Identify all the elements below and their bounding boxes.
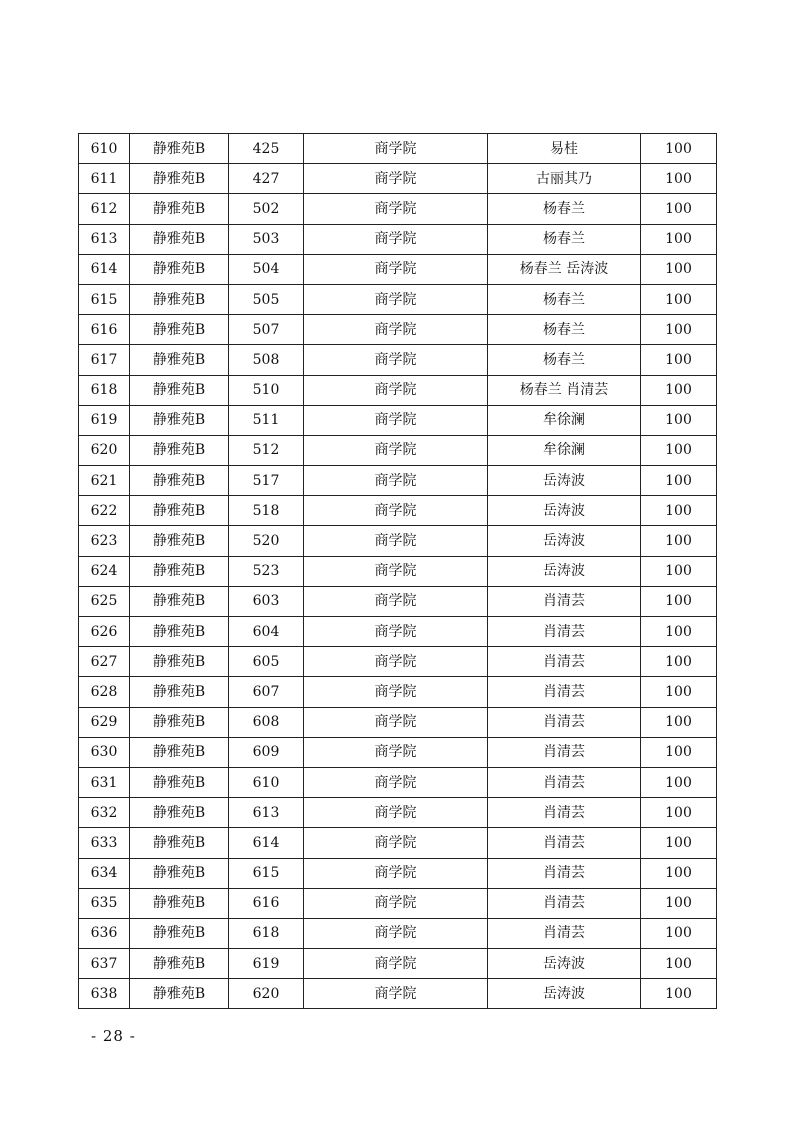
score-cell: 100 bbox=[641, 858, 717, 888]
row-number-cell: 611 bbox=[79, 164, 130, 194]
counselor-cell: 易桂 bbox=[488, 134, 641, 164]
counselor-cell: 牟徐澜 bbox=[488, 435, 641, 465]
score-cell: 100 bbox=[641, 888, 717, 918]
room-cell: 609 bbox=[229, 737, 304, 767]
score-cell: 100 bbox=[641, 405, 717, 435]
counselor-cell: 杨春兰 bbox=[488, 284, 641, 314]
table-row bbox=[79, 556, 717, 586]
row-number-cell: 624 bbox=[79, 556, 130, 586]
room-cell: 505 bbox=[229, 284, 304, 314]
counselor-cell: 岳涛波 bbox=[488, 466, 641, 496]
college-cell: 商学院 bbox=[304, 647, 488, 677]
room-cell: 510 bbox=[229, 375, 304, 405]
row-number-cell: 615 bbox=[79, 284, 130, 314]
college-cell: 商学院 bbox=[304, 496, 488, 526]
table-row bbox=[79, 979, 717, 1009]
counselor-cell: 岳涛波 bbox=[488, 556, 641, 586]
building-cell: 静雅苑B bbox=[130, 767, 229, 797]
room-cell: 620 bbox=[229, 979, 304, 1009]
score-cell: 100 bbox=[641, 194, 717, 224]
building-cell: 静雅苑B bbox=[130, 979, 229, 1009]
building-cell: 静雅苑B bbox=[130, 315, 229, 345]
college-cell: 商学院 bbox=[304, 949, 488, 979]
college-cell: 商学院 bbox=[304, 918, 488, 948]
row-number-cell: 625 bbox=[79, 586, 130, 616]
row-number-cell: 619 bbox=[79, 405, 130, 435]
counselor-cell: 肖清芸 bbox=[488, 767, 641, 797]
row-number-cell: 629 bbox=[79, 707, 130, 737]
score-cell: 100 bbox=[641, 435, 717, 465]
college-cell: 商学院 bbox=[304, 979, 488, 1009]
building-cell: 静雅苑B bbox=[130, 405, 229, 435]
counselor-cell: 牟徐澜 bbox=[488, 405, 641, 435]
room-cell: 502 bbox=[229, 194, 304, 224]
building-cell: 静雅苑B bbox=[130, 617, 229, 647]
counselor-cell: 杨春兰 bbox=[488, 194, 641, 224]
room-cell: 614 bbox=[229, 828, 304, 858]
room-cell: 503 bbox=[229, 224, 304, 254]
row-number-cell: 630 bbox=[79, 737, 130, 767]
counselor-cell: 杨春兰 bbox=[488, 315, 641, 345]
row-number-cell: 637 bbox=[79, 949, 130, 979]
counselor-cell: 肖清芸 bbox=[488, 647, 641, 677]
table-row bbox=[79, 858, 717, 888]
table-row bbox=[79, 828, 717, 858]
counselor-cell: 肖清芸 bbox=[488, 586, 641, 616]
college-cell: 商学院 bbox=[304, 767, 488, 797]
table-row bbox=[79, 949, 717, 979]
score-cell: 100 bbox=[641, 526, 717, 556]
room-cell: 610 bbox=[229, 767, 304, 797]
table-row bbox=[79, 164, 717, 194]
building-cell: 静雅苑B bbox=[130, 949, 229, 979]
room-cell: 615 bbox=[229, 858, 304, 888]
row-number-cell: 618 bbox=[79, 375, 130, 405]
table-row bbox=[79, 737, 717, 767]
room-cell: 604 bbox=[229, 617, 304, 647]
building-cell: 静雅苑B bbox=[130, 798, 229, 828]
table-row bbox=[79, 315, 717, 345]
room-cell: 613 bbox=[229, 798, 304, 828]
room-cell: 425 bbox=[229, 134, 304, 164]
score-cell: 100 bbox=[641, 798, 717, 828]
building-cell: 静雅苑B bbox=[130, 345, 229, 375]
table-row bbox=[79, 617, 717, 647]
room-cell: 517 bbox=[229, 466, 304, 496]
building-cell: 静雅苑B bbox=[130, 677, 229, 707]
college-cell: 商学院 bbox=[304, 617, 488, 647]
college-cell: 商学院 bbox=[304, 677, 488, 707]
building-cell: 静雅苑B bbox=[130, 194, 229, 224]
row-number-cell: 633 bbox=[79, 828, 130, 858]
room-cell: 618 bbox=[229, 918, 304, 948]
row-number-cell: 616 bbox=[79, 315, 130, 345]
building-cell: 静雅苑B bbox=[130, 466, 229, 496]
counselor-cell: 肖清芸 bbox=[488, 617, 641, 647]
score-cell: 100 bbox=[641, 466, 717, 496]
college-cell: 商学院 bbox=[304, 315, 488, 345]
row-number-cell: 622 bbox=[79, 496, 130, 526]
score-cell: 100 bbox=[641, 224, 717, 254]
building-cell: 静雅苑B bbox=[130, 496, 229, 526]
room-cell: 511 bbox=[229, 405, 304, 435]
counselor-cell: 肖清芸 bbox=[488, 888, 641, 918]
room-cell: 608 bbox=[229, 707, 304, 737]
counselor-cell: 肖清芸 bbox=[488, 798, 641, 828]
building-cell: 静雅苑B bbox=[130, 134, 229, 164]
table-row bbox=[79, 134, 717, 164]
table-row bbox=[79, 888, 717, 918]
table-row bbox=[79, 496, 717, 526]
building-cell: 静雅苑B bbox=[130, 254, 229, 284]
building-cell: 静雅苑B bbox=[130, 375, 229, 405]
college-cell: 商学院 bbox=[304, 586, 488, 616]
row-number-cell: 635 bbox=[79, 888, 130, 918]
room-cell: 603 bbox=[229, 586, 304, 616]
score-cell: 100 bbox=[641, 617, 717, 647]
counselor-cell: 岳涛波 bbox=[488, 949, 641, 979]
building-cell: 静雅苑B bbox=[130, 586, 229, 616]
table-row bbox=[79, 767, 717, 797]
college-cell: 商学院 bbox=[304, 556, 488, 586]
building-cell: 静雅苑B bbox=[130, 888, 229, 918]
row-number-cell: 614 bbox=[79, 254, 130, 284]
room-cell: 518 bbox=[229, 496, 304, 526]
building-cell: 静雅苑B bbox=[130, 435, 229, 465]
score-cell: 100 bbox=[641, 254, 717, 284]
score-cell: 100 bbox=[641, 345, 717, 375]
counselor-cell: 古丽其乃 bbox=[488, 164, 641, 194]
room-cell: 520 bbox=[229, 526, 304, 556]
building-cell: 静雅苑B bbox=[130, 737, 229, 767]
college-cell: 商学院 bbox=[304, 798, 488, 828]
counselor-cell: 肖清芸 bbox=[488, 918, 641, 948]
counselor-cell: 杨春兰 bbox=[488, 345, 641, 375]
room-cell: 508 bbox=[229, 345, 304, 375]
score-cell: 100 bbox=[641, 134, 717, 164]
room-cell: 619 bbox=[229, 949, 304, 979]
score-cell: 100 bbox=[641, 586, 717, 616]
room-cell: 507 bbox=[229, 315, 304, 345]
college-cell: 商学院 bbox=[304, 375, 488, 405]
row-number-cell: 617 bbox=[79, 345, 130, 375]
building-cell: 静雅苑B bbox=[130, 556, 229, 586]
score-cell: 100 bbox=[641, 375, 717, 405]
page-number: - 28 - bbox=[91, 1027, 136, 1045]
counselor-cell: 岳涛波 bbox=[488, 496, 641, 526]
table-row bbox=[79, 526, 717, 556]
counselor-cell: 肖清芸 bbox=[488, 737, 641, 767]
building-cell: 静雅苑B bbox=[130, 918, 229, 948]
college-cell: 商学院 bbox=[304, 828, 488, 858]
college-cell: 商学院 bbox=[304, 466, 488, 496]
table-row bbox=[79, 918, 717, 948]
college-cell: 商学院 bbox=[304, 435, 488, 465]
counselor-cell: 岳涛波 bbox=[488, 526, 641, 556]
building-cell: 静雅苑B bbox=[130, 224, 229, 254]
college-cell: 商学院 bbox=[304, 858, 488, 888]
table-row bbox=[79, 194, 717, 224]
score-cell: 100 bbox=[641, 677, 717, 707]
college-cell: 商学院 bbox=[304, 737, 488, 767]
room-cell: 512 bbox=[229, 435, 304, 465]
row-number-cell: 623 bbox=[79, 526, 130, 556]
score-cell: 100 bbox=[641, 979, 717, 1009]
room-cell: 504 bbox=[229, 254, 304, 284]
table-row bbox=[79, 375, 717, 405]
college-cell: 商学院 bbox=[304, 888, 488, 918]
college-cell: 商学院 bbox=[304, 345, 488, 375]
table-row bbox=[79, 586, 717, 616]
college-cell: 商学院 bbox=[304, 164, 488, 194]
score-cell: 100 bbox=[641, 284, 717, 314]
counselor-cell: 杨春兰 bbox=[488, 224, 641, 254]
score-cell: 100 bbox=[641, 737, 717, 767]
score-cell: 100 bbox=[641, 556, 717, 586]
row-number-cell: 627 bbox=[79, 647, 130, 677]
counselor-cell: 肖清芸 bbox=[488, 707, 641, 737]
row-number-cell: 632 bbox=[79, 798, 130, 828]
table-row bbox=[79, 405, 717, 435]
counselor-cell: 肖清芸 bbox=[488, 677, 641, 707]
score-cell: 100 bbox=[641, 949, 717, 979]
building-cell: 静雅苑B bbox=[130, 858, 229, 888]
row-number-cell: 621 bbox=[79, 466, 130, 496]
row-number-cell: 634 bbox=[79, 858, 130, 888]
table-body bbox=[79, 134, 717, 1009]
row-number-cell: 626 bbox=[79, 617, 130, 647]
dormitory-score-table bbox=[78, 133, 717, 1009]
score-cell: 100 bbox=[641, 647, 717, 677]
row-number-cell: 620 bbox=[79, 435, 130, 465]
college-cell: 商学院 bbox=[304, 224, 488, 254]
building-cell: 静雅苑B bbox=[130, 707, 229, 737]
score-cell: 100 bbox=[641, 164, 717, 194]
table-row bbox=[79, 284, 717, 314]
counselor-cell: 杨春兰 肖清芸 bbox=[488, 375, 641, 405]
row-number-cell: 610 bbox=[79, 134, 130, 164]
row-number-cell: 628 bbox=[79, 677, 130, 707]
college-cell: 商学院 bbox=[304, 526, 488, 556]
score-cell: 100 bbox=[641, 828, 717, 858]
college-cell: 商学院 bbox=[304, 134, 488, 164]
row-number-cell: 612 bbox=[79, 194, 130, 224]
building-cell: 静雅苑B bbox=[130, 828, 229, 858]
table-row bbox=[79, 798, 717, 828]
table-row bbox=[79, 466, 717, 496]
college-cell: 商学院 bbox=[304, 254, 488, 284]
score-cell: 100 bbox=[641, 496, 717, 526]
building-cell: 静雅苑B bbox=[130, 526, 229, 556]
table-row bbox=[79, 435, 717, 465]
building-cell: 静雅苑B bbox=[130, 284, 229, 314]
table-row bbox=[79, 254, 717, 284]
row-number-cell: 638 bbox=[79, 979, 130, 1009]
college-cell: 商学院 bbox=[304, 194, 488, 224]
table-row bbox=[79, 345, 717, 375]
room-cell: 605 bbox=[229, 647, 304, 677]
table-row bbox=[79, 224, 717, 254]
score-cell: 100 bbox=[641, 918, 717, 948]
building-cell: 静雅苑B bbox=[130, 647, 229, 677]
room-cell: 427 bbox=[229, 164, 304, 194]
room-cell: 523 bbox=[229, 556, 304, 586]
table-row bbox=[79, 707, 717, 737]
table-row bbox=[79, 677, 717, 707]
room-cell: 607 bbox=[229, 677, 304, 707]
score-cell: 100 bbox=[641, 707, 717, 737]
counselor-cell: 肖清芸 bbox=[488, 858, 641, 888]
row-number-cell: 613 bbox=[79, 224, 130, 254]
counselor-cell: 肖清芸 bbox=[488, 828, 641, 858]
college-cell: 商学院 bbox=[304, 707, 488, 737]
table-row bbox=[79, 647, 717, 677]
row-number-cell: 636 bbox=[79, 918, 130, 948]
counselor-cell: 岳涛波 bbox=[488, 979, 641, 1009]
room-cell: 616 bbox=[229, 888, 304, 918]
score-cell: 100 bbox=[641, 767, 717, 797]
row-number-cell: 631 bbox=[79, 767, 130, 797]
score-cell: 100 bbox=[641, 315, 717, 345]
building-cell: 静雅苑B bbox=[130, 164, 229, 194]
counselor-cell: 杨春兰 岳涛波 bbox=[488, 254, 641, 284]
college-cell: 商学院 bbox=[304, 284, 488, 314]
college-cell: 商学院 bbox=[304, 405, 488, 435]
